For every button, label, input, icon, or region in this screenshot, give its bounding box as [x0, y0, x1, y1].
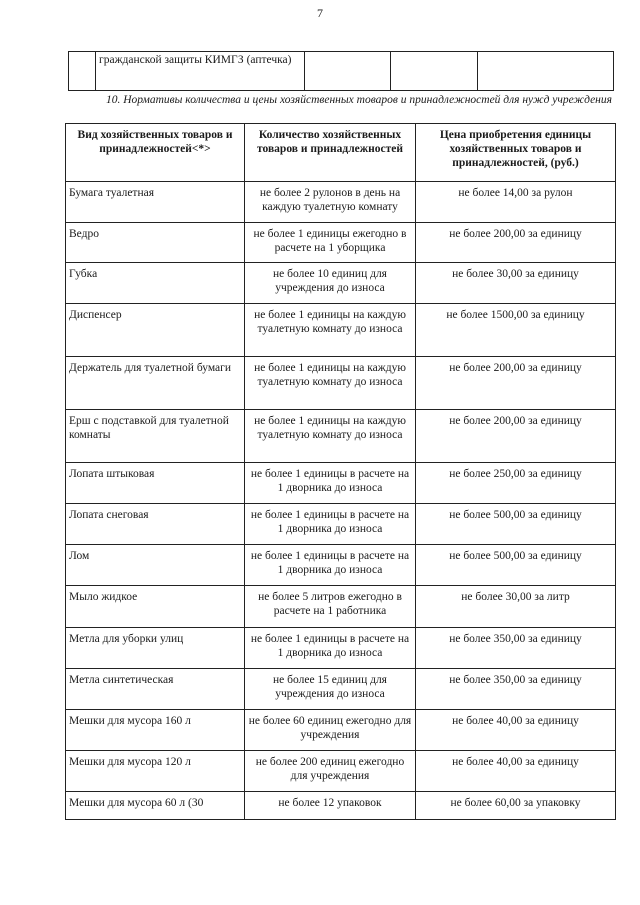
price-cell: не более 500,00 за единицу	[416, 504, 616, 545]
table-row	[66, 304, 616, 357]
table-cell	[478, 52, 614, 91]
table-row	[66, 792, 616, 820]
price-cell: не более 500,00 за единицу	[416, 545, 616, 586]
quantity-cell: не более 1 единицы на каждую туалетную комнату до износа	[245, 357, 416, 410]
quantity-cell: не более 2 рулонов в день на каждую туалетную комнату	[245, 182, 416, 223]
column-header-price: Цена приобретения единицы хозяйственных товаров и принадлежностей, (руб.)	[416, 124, 616, 182]
table-row	[66, 710, 616, 751]
quantity-cell: не более 1 единицы в расчете на 1 дворника до износа	[245, 545, 416, 586]
price-cell: не более 200,00 за единицу	[416, 357, 616, 410]
table-row	[66, 357, 616, 410]
item-cell: Диспенсер	[66, 304, 245, 357]
quantity-cell: не более 200 единиц ежегодно для учреждения	[245, 751, 416, 792]
item-cell: Мыло жидкое	[66, 586, 245, 628]
table-cell: гражданской защиты КИМГЗ (аптечка)	[96, 52, 305, 91]
table-row	[66, 223, 616, 263]
price-cell: не более 1500,00 за единицу	[416, 304, 616, 357]
price-cell: не более 350,00 за единицу	[416, 669, 616, 710]
item-cell: Держатель для туалетной бумаги	[66, 357, 245, 410]
column-header-item: Вид хозяйственных товаров и принадлежностей<*>	[66, 124, 245, 182]
quantity-cell: не более 5 литров ежегодно в расчете на 1 работника	[245, 586, 416, 628]
item-cell: Мешки для мусора 160 л	[66, 710, 245, 751]
table-row	[66, 463, 616, 504]
table-row	[66, 410, 616, 463]
item-cell: Лопата штыковая	[66, 463, 245, 504]
table-header-row	[66, 124, 616, 182]
table-cell	[391, 52, 478, 91]
item-cell: Ведро	[66, 223, 245, 263]
table-row	[66, 586, 616, 628]
quantity-cell: не более 1 единицы в расчете на 1 дворника до износа	[245, 463, 416, 504]
previous-section-table-tail	[68, 51, 614, 91]
price-cell: не более 40,00 за единицу	[416, 710, 616, 751]
quantity-cell: не более 15 единиц для учреждения до износа	[245, 669, 416, 710]
price-cell: не более 14,00 за рулон	[416, 182, 616, 223]
quantity-cell: не более 1 единицы на каждую туалетную комнату до износа	[245, 410, 416, 463]
quantity-cell: не более 12 упаковок	[245, 792, 416, 820]
price-cell: не более 200,00 за единицу	[416, 223, 616, 263]
price-cell: не более 40,00 за единицу	[416, 751, 616, 792]
quantity-cell: не более 1 единицы в расчете на 1 дворника до износа	[245, 628, 416, 669]
item-cell: Губка	[66, 263, 245, 304]
price-cell: не более 250,00 за единицу	[416, 463, 616, 504]
page-number: 7	[317, 6, 323, 20]
table-row	[66, 545, 616, 586]
quantity-cell: не более 1 единицы на каждую туалетную комнату до износа	[245, 304, 416, 357]
quantity-cell: не более 60 единиц ежегодно для учреждения	[245, 710, 416, 751]
table-row	[66, 628, 616, 669]
quantity-cell: не более 1 единицы в расчете на 1 дворника до износа	[245, 504, 416, 545]
table-row	[66, 669, 616, 710]
table-row	[66, 504, 616, 545]
table-cell	[305, 52, 391, 91]
section-heading: 10. Нормативы количества и цены хозяйственных товаров и принадлежностей для нужд учреждения	[106, 94, 612, 106]
item-cell: Ерш с подставкой для туалетной комнаты	[66, 410, 245, 463]
table-row	[66, 751, 616, 792]
table-cell	[69, 52, 96, 91]
price-cell: не более 60,00 за упаковку	[416, 792, 616, 820]
quantity-cell: не более 1 единицы ежегодно в расчете на 1 уборщика	[245, 223, 416, 263]
item-cell: Мешки для мусора 60 л (30	[66, 792, 245, 820]
price-cell: не более 350,00 за единицу	[416, 628, 616, 669]
table-row	[69, 52, 614, 91]
column-header-quantity: Количество хозяйственных товаров и принадлежностей	[245, 124, 416, 182]
item-cell: Лопата снеговая	[66, 504, 245, 545]
item-cell: Метла синтетическая	[66, 669, 245, 710]
price-cell: не более 30,00 за единицу	[416, 263, 616, 304]
quantity-cell: не более 10 единиц для учреждения до износа	[245, 263, 416, 304]
item-cell: Метла для уборки улиц	[66, 628, 245, 669]
household-goods-norms-table	[65, 123, 616, 820]
item-cell: Бумага туалетная	[66, 182, 245, 223]
item-cell: Лом	[66, 545, 245, 586]
table-row	[66, 182, 616, 223]
item-cell: Мешки для мусора 120 л	[66, 751, 245, 792]
price-cell: не более 200,00 за единицу	[416, 410, 616, 463]
price-cell: не более 30,00 за литр	[416, 586, 616, 628]
table-row	[66, 263, 616, 304]
